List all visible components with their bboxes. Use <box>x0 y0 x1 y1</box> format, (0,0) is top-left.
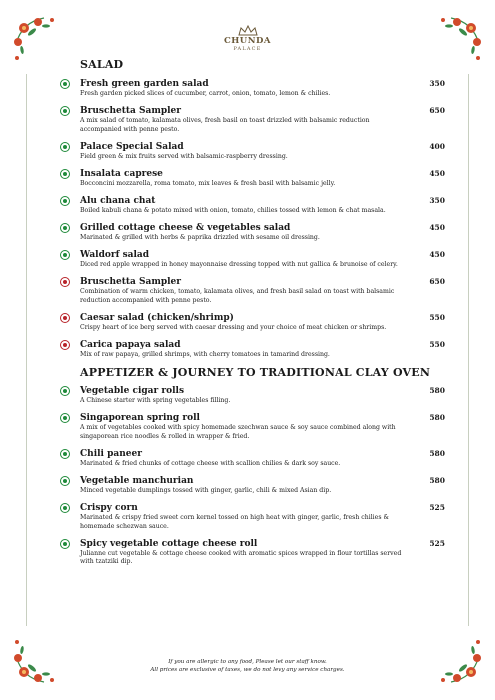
item-price: 580 <box>429 413 445 423</box>
veg-mark-icon <box>60 142 70 152</box>
item-description: Combination of warm chicken, tomato, kalamata olives, and fresh basil salad on toast with balsamic reduction accompanied with penne pesto. <box>80 288 395 304</box>
item-description: Mix of raw papaya, grilled shrimps, with cherry tomatoes in tamarind dressing. <box>80 351 330 359</box>
item-price: 580 <box>429 448 445 458</box>
item-name: Spicy vegetable cottage cheese roll <box>80 538 258 549</box>
veg-mark-icon <box>60 503 70 513</box>
item-price: 450 <box>429 250 445 260</box>
veg-mark-icon <box>60 539 70 549</box>
logo-name: CHUNDA <box>224 36 271 46</box>
veg-mark-icon <box>60 106 70 116</box>
item-name: Insalata caprese <box>80 168 163 179</box>
nonveg-mark-icon <box>60 340 70 350</box>
item-price: 525 <box>429 538 445 548</box>
item-price: 525 <box>429 503 445 513</box>
veg-mark-icon <box>60 250 70 260</box>
item-name: Crispy corn <box>80 503 138 514</box>
item-name: Waldorf salad <box>80 250 150 261</box>
menu-item <box>60 412 445 441</box>
veg-mark-icon <box>60 223 70 233</box>
item-price: 350 <box>429 79 445 88</box>
floral-ornament-bottom-left <box>12 624 74 686</box>
menu-item <box>60 475 445 496</box>
veg-mark-icon <box>60 476 70 486</box>
item-description: Marinated & fried chunks of cottage cheese with scallion chilies & dark soy sauce. <box>80 459 341 467</box>
item-description: Bocconcini mozzarella, roma tomato, mix leaves & fresh basil with balsamic jelly. <box>80 179 336 187</box>
menu-item <box>60 78 445 99</box>
crest-icon <box>237 24 259 36</box>
item-price: 650 <box>429 106 445 116</box>
item-name: Vegetable cigar rolls <box>80 386 185 397</box>
item-name: Bruschetta Sampler <box>80 277 182 288</box>
veg-mark-icon <box>60 386 70 396</box>
item-name: Caesar salad (chicken/shrimp) <box>80 312 234 323</box>
border-line-left <box>26 74 27 626</box>
item-description: A mix salad of tomato, kalamata olives, fresh basil on toast drizzled with balsamic reduction accompanied with penne pesto. <box>80 117 370 133</box>
item-description: A Chinese starter with spring vegetables filling. <box>80 397 231 405</box>
item-price: 350 <box>429 195 445 205</box>
menu-footer <box>0 658 495 674</box>
veg-mark-icon <box>60 79 70 89</box>
item-description: Crispy heart of ice berg served with caesar dressing and your choice of meat chicken or shrimps. <box>80 323 387 331</box>
menu-item <box>60 312 445 333</box>
item-description: Marinated & crispy fried sweet corn kernel tossed on high heat with ginger, garlic, fresh chilies & homemade schezwan sauce. <box>80 514 389 530</box>
section-title: SALAD <box>80 58 124 71</box>
menu-item <box>60 195 445 216</box>
menu-item <box>60 448 445 469</box>
menu-item <box>60 276 445 305</box>
item-description: A mix of vegetables cooked with spicy homemade szechwan sauce & soy sauce combined along with singaporean rice noodles & rolled in wrapper & fried. <box>80 424 396 440</box>
item-price: 650 <box>429 277 445 287</box>
nonveg-mark-icon <box>60 277 70 287</box>
item-price: 450 <box>429 168 445 178</box>
floral-ornament-bottom-right <box>421 624 483 686</box>
tax-note: All prices are exclusive of taxes, we do not levy any service charges. <box>150 667 345 673</box>
menu-item <box>60 168 445 189</box>
item-name: Singaporean spring roll <box>80 413 200 424</box>
menu-item <box>60 222 445 243</box>
section-title: APPETIZER & JOURNEY TO TRADITIONAL CLAY OVEN <box>80 366 431 380</box>
menu-item <box>60 339 445 360</box>
item-description: Julianne cut vegetable & cottage cheese cooked with aromatic spices wrapped in flour tortillas served with tzatziki dip. <box>80 549 402 566</box>
restaurant-logo <box>0 24 495 52</box>
item-price: 580 <box>429 476 445 485</box>
veg-mark-icon <box>60 413 70 423</box>
menu-item <box>60 502 445 531</box>
item-price: 400 <box>429 141 445 151</box>
veg-mark-icon <box>60 169 70 179</box>
item-description: Boiled kabuli chana & potato mixed with onion, tomato, chilies tossed with lemon & chat masala. <box>80 206 386 214</box>
item-description: Diced red apple wrapped in honey mayonnaise dressing topped with nut gallica & brunoise of celery. <box>80 261 398 269</box>
item-price: 550 <box>429 312 445 322</box>
item-name: Palace Special Salad <box>80 141 184 152</box>
item-description: Fresh garden picked slices of cucumber, carrot, onion, tomato, lemon & chilies. <box>80 90 331 97</box>
border-line-right <box>468 74 469 626</box>
item-name: Chili paneer <box>80 448 142 459</box>
item-price: 580 <box>429 386 445 396</box>
item-name: Bruschetta Sampler <box>80 106 182 117</box>
allergy-note: If you are allergic to any food, Please let our staff know. <box>168 659 327 665</box>
item-description: Marinated & grilled with herbs & paprika drizzled with sesame oil dressing. <box>80 234 320 242</box>
item-description: Field green & mix fruits served with balsamic-raspberry dressing. <box>80 152 288 160</box>
item-name: Alu chana chat <box>80 195 156 206</box>
menu-item <box>60 538 445 567</box>
menu-content <box>60 58 445 573</box>
item-description: Minced vegetable dumplings tossed with ginger, garlic, chili & mixed Asian dip. <box>80 487 332 494</box>
item-price: 450 <box>429 223 445 233</box>
item-name: Vegetable manchurian <box>80 476 194 486</box>
menu-item <box>60 105 445 134</box>
veg-mark-icon <box>60 449 70 459</box>
veg-mark-icon <box>60 196 70 206</box>
item-price: 550 <box>429 340 445 350</box>
logo-subtitle: PALACE <box>233 46 262 52</box>
menu-item <box>60 385 445 406</box>
menu-item <box>60 249 445 270</box>
item-name: Carica papaya salad <box>80 340 181 351</box>
menu-item <box>60 141 445 162</box>
item-name: Fresh green garden salad <box>80 79 209 89</box>
item-name: Grilled cottage cheese & vegetables salad <box>80 223 291 234</box>
nonveg-mark-icon <box>60 313 70 323</box>
